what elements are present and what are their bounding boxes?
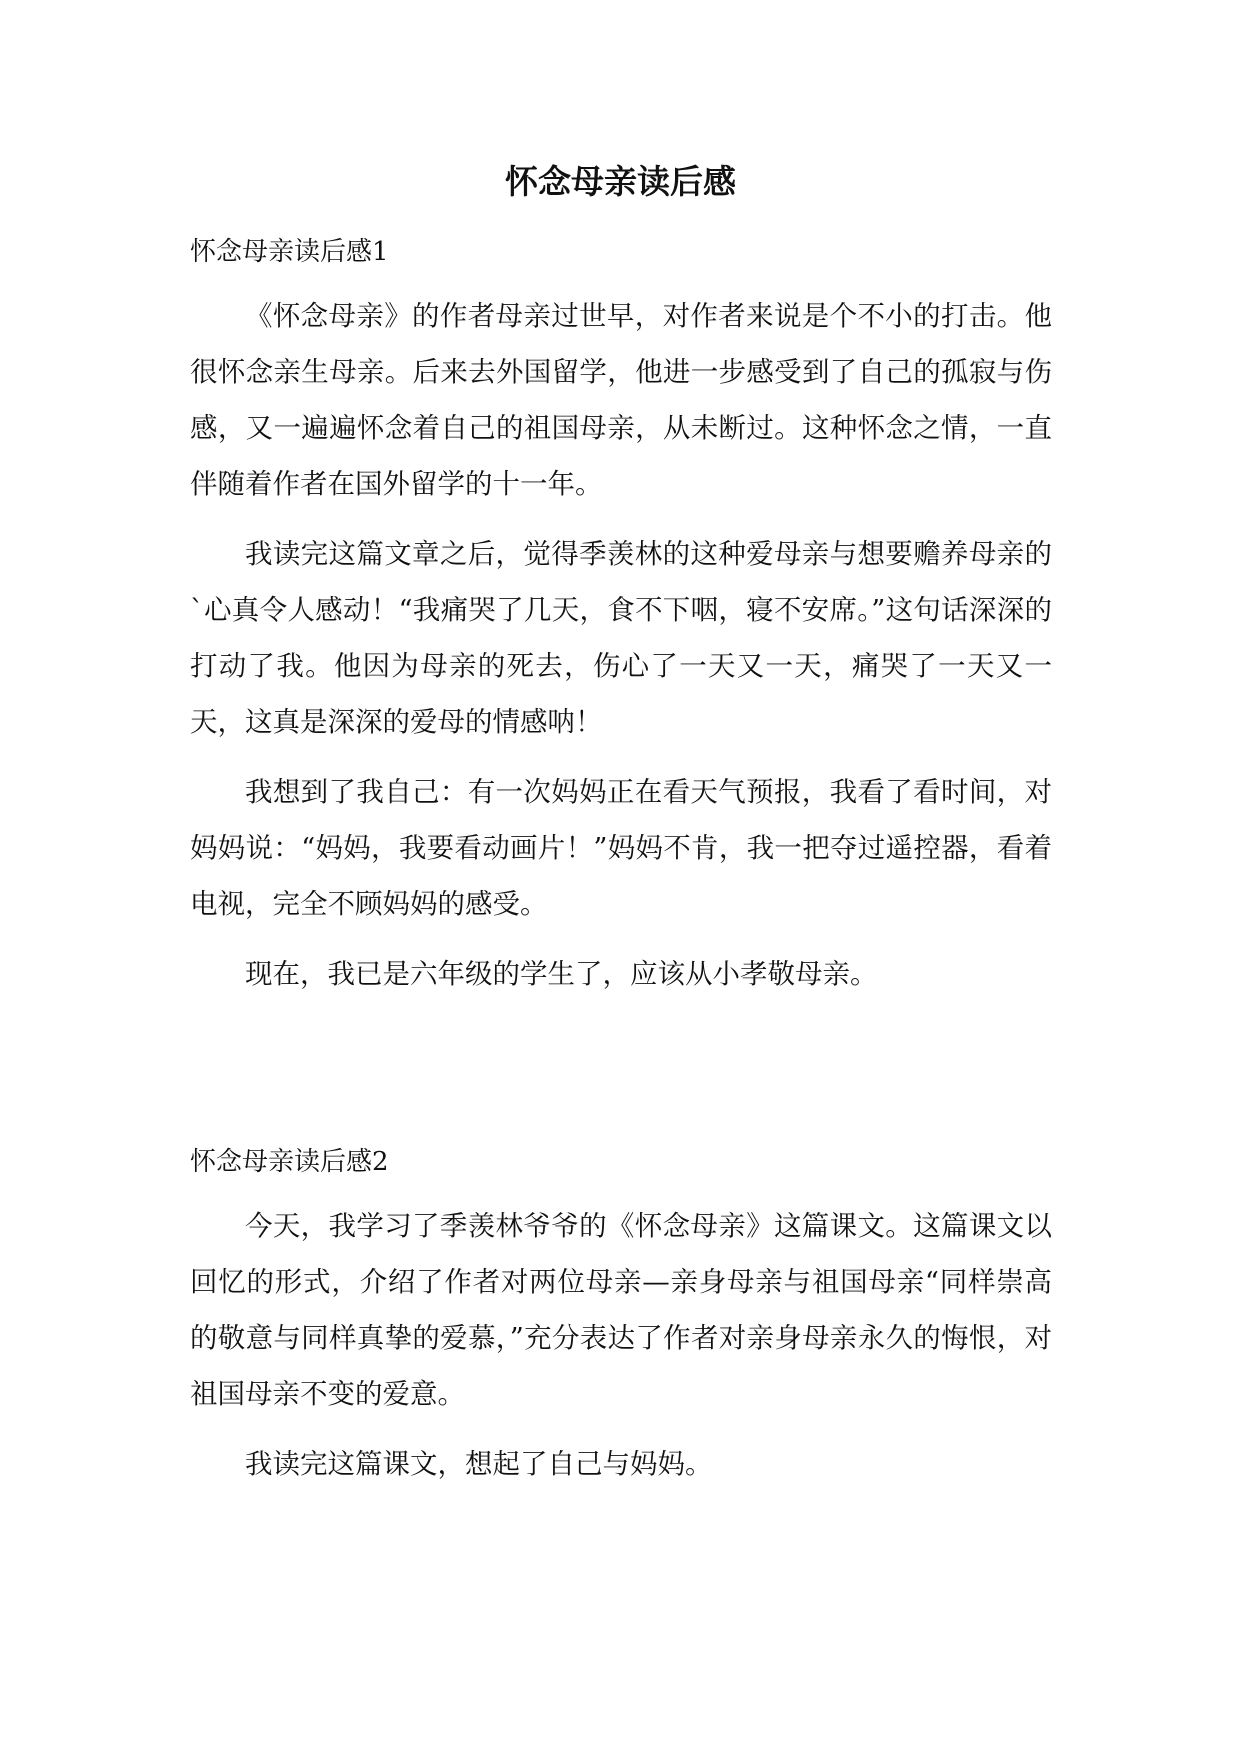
paragraph: 我读完这篇文章之后，觉得季羡林的这种爱母亲与想要赡养母亲的`心真令人感动！“我痛哭了几天，食不下咽，寝不安席。”这句话深深的打动了我。他因为母亲的死去，伤心了一天又一天，痛哭了一天又一天，这真是深深的爱母的情感呐！ bbox=[190, 538, 1052, 738]
paragraph: 现在，我已是六年级的学生了，应该从小孝敬母亲。 bbox=[245, 958, 878, 990]
paragraph: 我读完这篇课文，想起了自己与妈妈。 bbox=[245, 1448, 713, 1480]
section-heading: 怀念母亲读后感2 bbox=[190, 1147, 389, 1177]
paragraph: 今天，我学习了季羡林爷爷的《怀念母亲》这篇课文。这篇课文以回忆的形式，介绍了作者对两位母亲—亲身母亲与祖国母亲“同样崇高的敬意与同样真挚的爱慕，”充分表达了作者对亲身母亲永久的悔恨，对祖国母亲不变的爱意。 bbox=[190, 1210, 1052, 1410]
paragraph: 我想到了我自己：有一次妈妈正在看天气预报，我看了看时间，对妈妈说：“妈妈，我要看动画片！”妈妈不肯，我一把夺过遥控器，看着电视，完全不顾妈妈的感受。 bbox=[190, 776, 1052, 920]
section-spacer bbox=[190, 1016, 1052, 1136]
document-title: 怀念母亲读后感 bbox=[505, 162, 736, 201]
section-heading: 怀念母亲读后感1 bbox=[190, 237, 389, 267]
section-2 bbox=[190, 1136, 1052, 1492]
document-body bbox=[190, 226, 1052, 1506]
section-1 bbox=[190, 226, 1052, 1002]
paragraph: 《怀念母亲》的作者母亲过世早，对作者来说是个不小的打击。他很怀念亲生母亲。后来去外国留学，他进一步感受到了自己的孤寂与伤感，又一遍遍怀念着自己的祖国母亲，从未断过。这种怀念之情，一直伴随着作者在国外留学的十一年。 bbox=[190, 300, 1052, 500]
